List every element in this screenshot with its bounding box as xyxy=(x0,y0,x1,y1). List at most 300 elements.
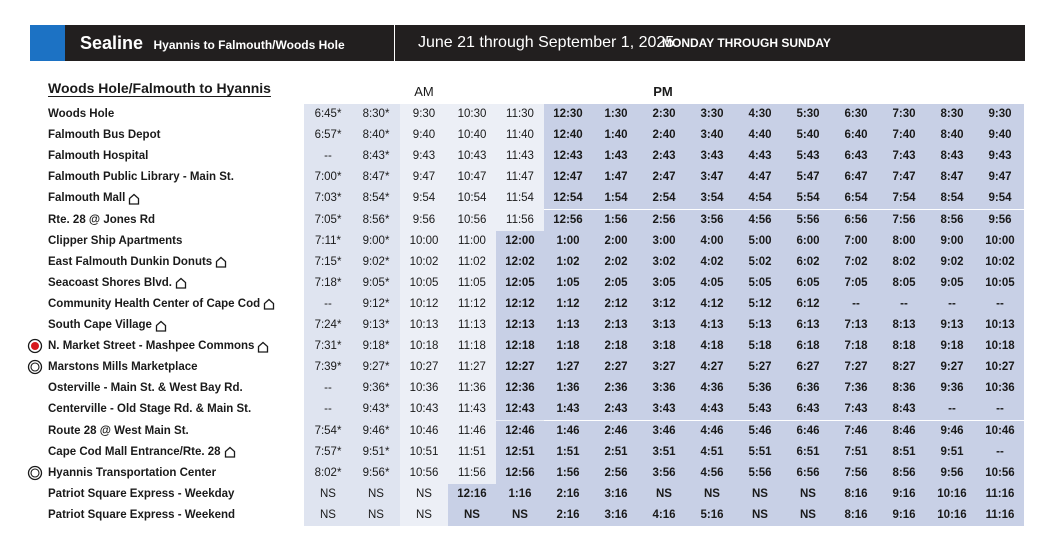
time-cell: 9:02 xyxy=(928,252,976,273)
stop-row xyxy=(0,104,1055,125)
time-cell: 10:36 xyxy=(976,378,1024,399)
time-cell: 3:46 xyxy=(640,421,688,442)
stop-row xyxy=(0,442,1055,463)
time-cell: 6:56 xyxy=(784,463,832,484)
time-cell: -- xyxy=(880,294,928,315)
time-cell: 7:18 xyxy=(832,336,880,357)
time-cell: 6:30 xyxy=(832,104,880,125)
time-cell: 7:43 xyxy=(832,399,880,420)
time-cell: 9:51* xyxy=(362,445,390,458)
stop-name xyxy=(48,104,114,125)
time-cell: 2:16 xyxy=(544,484,592,505)
time-cell: 9:18* xyxy=(362,340,390,353)
time-cell: 12:30 xyxy=(544,104,592,125)
time-cell: 9:46 xyxy=(928,421,976,442)
time-cell: 7:24* xyxy=(314,319,342,331)
stop-name-text: Clipper Ship Apartments xyxy=(48,234,183,247)
time-cell: 9:56 xyxy=(976,210,1024,231)
stop-row xyxy=(0,146,1055,167)
time-cell: 9:47 xyxy=(412,171,436,184)
time-cell: 3:40 xyxy=(688,125,736,146)
time-cell: 1:46 xyxy=(544,421,592,442)
time-cell: 4:12 xyxy=(688,294,736,315)
time-cell: 6:40 xyxy=(832,125,880,146)
stop-row xyxy=(0,273,1055,294)
time-cell: 9:47 xyxy=(976,167,1024,188)
stop-name xyxy=(48,421,189,442)
time-cell: 9:56 xyxy=(928,463,976,484)
time-cell: 12:18 xyxy=(496,336,544,357)
time-cell: 10:16 xyxy=(928,484,976,505)
stop-name-text: N. Market Street - Mashpee Commons xyxy=(48,340,255,353)
time-cell: 5:51 xyxy=(736,442,784,463)
time-cell: NS xyxy=(416,508,432,521)
time-cell: 10:47 xyxy=(457,171,487,184)
stop-row xyxy=(0,378,1055,399)
time-cell: 10:27 xyxy=(976,357,1024,378)
stop-name-text: Patriot Square Express - Weekday xyxy=(48,487,235,500)
stop-name-text: Falmouth Public Library - Main St. xyxy=(48,171,234,184)
stop-row xyxy=(0,294,1055,315)
time-cell: 11:43 xyxy=(458,403,486,416)
shelter-icon xyxy=(215,256,227,268)
time-cell: NS xyxy=(496,505,544,526)
pm-label: PM xyxy=(653,84,673,99)
time-cell: 1:56 xyxy=(592,210,640,231)
shelter-icon xyxy=(257,341,269,353)
time-cell: 11:16 xyxy=(976,505,1024,526)
time-cell: 9:02* xyxy=(362,255,390,268)
time-cell: 9:27* xyxy=(362,361,390,374)
time-cell: NS xyxy=(416,487,432,500)
time-cell: 12:47 xyxy=(544,167,592,188)
header-divider xyxy=(394,25,395,61)
time-cell: 10:46 xyxy=(409,424,439,437)
time-cell: 4:56 xyxy=(736,210,784,231)
time-cell: 6:47 xyxy=(832,167,880,188)
time-cell: -- xyxy=(976,442,1024,463)
time-cell: 2:00 xyxy=(592,231,640,252)
time-cell: 1:36 xyxy=(544,378,592,399)
time-cell: 4:51 xyxy=(688,442,736,463)
time-cell: 8:56* xyxy=(362,213,390,226)
time-cell: 9:54 xyxy=(976,188,1024,209)
time-cell: 12:46 xyxy=(496,421,544,442)
time-cell: 1:13 xyxy=(544,315,592,336)
time-cell: 9:56* xyxy=(362,466,390,479)
time-cell: 7:39* xyxy=(314,361,342,374)
time-cell: 8:18 xyxy=(880,336,928,357)
time-cell: 1:05 xyxy=(544,273,592,294)
time-cell: 2:47 xyxy=(640,167,688,188)
time-cell: 5:40 xyxy=(784,125,832,146)
time-cell: NS xyxy=(736,484,784,505)
time-cell: 5:02 xyxy=(736,252,784,273)
time-cell: -- xyxy=(324,382,332,395)
stop-row xyxy=(0,188,1055,209)
time-cell: 2:43 xyxy=(640,146,688,167)
time-cell: 2:27 xyxy=(592,357,640,378)
time-cell: 11:51 xyxy=(458,445,486,458)
stop-row xyxy=(0,484,1055,505)
time-cell: 11:18 xyxy=(458,340,486,353)
stop-row xyxy=(0,336,1055,357)
time-cell: NS xyxy=(448,505,496,526)
time-cell: 12:43 xyxy=(544,146,592,167)
time-cell: 4:27 xyxy=(688,357,736,378)
stop-name xyxy=(48,146,148,167)
time-cell: 4:02 xyxy=(688,252,736,273)
time-cell: 4:13 xyxy=(688,315,736,336)
time-cell: 7:54* xyxy=(314,424,342,437)
time-cell: NS xyxy=(368,508,384,521)
stop-name xyxy=(48,442,236,463)
time-cell: 3:27 xyxy=(640,357,688,378)
time-cell: 12:40 xyxy=(544,125,592,146)
time-cell: NS xyxy=(640,484,688,505)
stop-row xyxy=(0,315,1055,336)
time-cell: 1:27 xyxy=(544,357,592,378)
time-cell: 3:43 xyxy=(640,399,688,420)
time-cell: 2:13 xyxy=(592,315,640,336)
time-cell: 5:13 xyxy=(736,315,784,336)
time-cell: 7:18* xyxy=(314,276,342,289)
time-cell: -- xyxy=(324,403,332,416)
time-cell: 2:51 xyxy=(592,442,640,463)
stop-name-text: East Falmouth Dunkin Donuts xyxy=(48,255,213,268)
time-cell: 2:36 xyxy=(592,378,640,399)
stop-name-text: Cape Cod Mall Entrance/Rte. 28 xyxy=(48,445,221,458)
time-cell: 1:40 xyxy=(592,125,640,146)
time-cell: 2:54 xyxy=(640,188,688,209)
time-cell: 3:16 xyxy=(592,505,640,526)
route-header xyxy=(30,25,1025,61)
stop-name xyxy=(48,273,187,294)
time-cell: 3:13 xyxy=(640,315,688,336)
time-cell: 10:36 xyxy=(409,382,439,395)
stop-name xyxy=(48,210,155,231)
time-cell: 4:40 xyxy=(736,125,784,146)
stop-row xyxy=(0,463,1055,484)
time-cell: 8:36 xyxy=(880,378,928,399)
time-cell: 8:02* xyxy=(314,466,342,479)
time-cell: 1:18 xyxy=(544,336,592,357)
stop-row xyxy=(0,399,1055,420)
time-cell: 8:30* xyxy=(362,108,390,120)
time-cell: 8:51 xyxy=(880,442,928,463)
time-cell: 9:30 xyxy=(412,108,436,120)
time-cell: 7:15* xyxy=(314,255,342,268)
time-cell: 5:18 xyxy=(736,336,784,357)
time-cell: 7:05 xyxy=(832,273,880,294)
time-cell: 10:18 xyxy=(976,336,1024,357)
time-cell: 6:18 xyxy=(784,336,832,357)
time-cell: 5:30 xyxy=(784,104,832,125)
stop-name-text: Falmouth Hospital xyxy=(48,150,149,163)
time-cell: 12:36 xyxy=(496,378,544,399)
time-cell: 8:16 xyxy=(832,505,880,526)
stop-name-text: Rte. 28 @ Jones Rd xyxy=(48,213,156,226)
time-cell: 5:36 xyxy=(736,378,784,399)
time-cell: 2:16 xyxy=(544,505,592,526)
time-cell: 3:36 xyxy=(640,378,688,399)
time-cell: 10:12 xyxy=(409,297,439,310)
transfer-point-red-icon xyxy=(27,338,43,354)
time-cell: 8:30 xyxy=(928,104,976,125)
time-cell: 3:43 xyxy=(688,146,736,167)
time-cell: 7:00* xyxy=(314,171,342,184)
time-cell: 8:16 xyxy=(832,484,880,505)
time-cell: 5:00 xyxy=(736,231,784,252)
time-cell: 3:18 xyxy=(640,336,688,357)
time-cell: 6:12 xyxy=(784,294,832,315)
time-cell: 11:56 xyxy=(458,466,486,479)
time-cell: 1:47 xyxy=(592,167,640,188)
time-cell: 3:00 xyxy=(640,231,688,252)
transfer-point-ring-icon xyxy=(27,465,43,481)
time-cell: 9:40 xyxy=(976,125,1024,146)
stop-row xyxy=(0,505,1055,526)
stop-name xyxy=(48,252,227,273)
time-cell: 6:36 xyxy=(784,378,832,399)
stop-row xyxy=(0,252,1055,273)
time-cell: 9:43* xyxy=(362,403,390,416)
stop-name-text: Falmouth Mall xyxy=(48,192,126,205)
stop-name xyxy=(48,378,243,399)
time-cell: 9:36* xyxy=(362,382,390,395)
time-cell: 11:30 xyxy=(506,108,534,120)
time-cell: 5:46 xyxy=(736,421,784,442)
time-cell: 9:13 xyxy=(928,315,976,336)
time-cell: 6:27 xyxy=(784,357,832,378)
time-cell: 11:12 xyxy=(458,297,486,310)
time-cell: 10:56 xyxy=(457,213,487,226)
time-cell: 11:00 xyxy=(458,234,486,247)
time-cell: 4:00 xyxy=(688,231,736,252)
stop-name xyxy=(48,484,234,505)
time-cell: 7:51 xyxy=(832,442,880,463)
stop-name-text: Community Health Center of Cape Cod xyxy=(48,297,261,310)
stop-row xyxy=(0,421,1055,442)
route-name: Sealine xyxy=(80,33,144,53)
time-cell: 11:47 xyxy=(506,171,534,184)
time-cell: 4:47 xyxy=(736,167,784,188)
time-cell: 12:56 xyxy=(544,210,592,231)
stop-row xyxy=(0,357,1055,378)
time-cell: 6:43 xyxy=(832,146,880,167)
time-cell: 3:16 xyxy=(592,484,640,505)
stop-name xyxy=(48,399,251,420)
time-cell: 7:56 xyxy=(832,463,880,484)
time-cell: 2:40 xyxy=(640,125,688,146)
time-cell: 9:56 xyxy=(412,213,436,226)
time-cell: 8:40* xyxy=(362,129,390,142)
stop-name-text: South Cape Village xyxy=(48,319,152,331)
time-cell: 9:46* xyxy=(362,424,390,437)
time-cell: 11:40 xyxy=(506,129,534,142)
shelter-icon xyxy=(224,446,236,458)
time-cell: 7:40 xyxy=(880,125,928,146)
time-cell: 7:47 xyxy=(880,167,928,188)
time-cell: 12:43 xyxy=(496,399,544,420)
time-cell: 11:56 xyxy=(506,213,534,226)
time-cell: 12:54 xyxy=(544,188,592,209)
time-cell: 4:56 xyxy=(688,463,736,484)
time-cell: 3:54 xyxy=(688,188,736,209)
time-cell: 12:16 xyxy=(448,484,496,505)
stop-name-text: Marstons Mills Marketplace xyxy=(48,361,198,374)
time-cell: 7:13 xyxy=(832,315,880,336)
time-cell: NS xyxy=(784,484,832,505)
time-cell: 10:02 xyxy=(976,252,1024,273)
stop-name-text: Hyannis Transportation Center xyxy=(48,466,217,479)
time-cell: 3:56 xyxy=(688,210,736,231)
time-cell: 10:13 xyxy=(409,319,439,331)
time-cell: -- xyxy=(324,150,332,163)
time-cell: 1:43 xyxy=(592,146,640,167)
time-cell: 7:46 xyxy=(832,421,880,442)
time-cell: 7:03* xyxy=(314,192,342,205)
time-cell: 4:05 xyxy=(688,273,736,294)
time-cell: 7:05* xyxy=(314,213,342,226)
shelter-icon xyxy=(175,277,187,289)
time-cell: 7:30 xyxy=(880,104,928,125)
stop-name xyxy=(48,357,198,378)
time-cell: 4:54 xyxy=(736,188,784,209)
time-cell: 10:46 xyxy=(976,421,1024,442)
time-cell: 9:36 xyxy=(928,378,976,399)
time-cell: 1:12 xyxy=(544,294,592,315)
time-cell: 8:47 xyxy=(928,167,976,188)
stop-name xyxy=(48,188,140,209)
time-cell: 11:46 xyxy=(458,424,486,437)
time-cell: 10:27 xyxy=(409,361,439,374)
time-cell: 10:43 xyxy=(457,150,487,163)
time-cell: 5:05 xyxy=(736,273,784,294)
stop-name-text: Patriot Square Express - Weekend xyxy=(48,508,236,521)
time-cell: 9:00 xyxy=(928,231,976,252)
time-cell: 4:16 xyxy=(640,505,688,526)
time-cell: 2:56 xyxy=(640,210,688,231)
time-cell: 7:27 xyxy=(832,357,880,378)
time-cell: 8:56 xyxy=(880,463,928,484)
time-cell: 11:16 xyxy=(976,484,1024,505)
time-cell: 4:43 xyxy=(736,146,784,167)
direction-title: Woods Hole/Falmouth to Hyannis xyxy=(48,80,271,96)
time-cell: 12:02 xyxy=(496,252,544,273)
time-cell: 8:54* xyxy=(362,192,390,205)
time-cell: 6:54 xyxy=(832,188,880,209)
time-cell: 9:30 xyxy=(976,104,1024,125)
time-cell: 4:36 xyxy=(688,378,736,399)
time-cell: 8:47* xyxy=(362,171,390,184)
time-cell: NS xyxy=(320,508,336,521)
time-cell: 5:27 xyxy=(736,357,784,378)
time-cell: 12:00 xyxy=(496,231,544,252)
time-cell: 10:56 xyxy=(976,463,1024,484)
time-cell: 7:00 xyxy=(832,231,880,252)
time-cell: 8:02 xyxy=(880,252,928,273)
time-cell: 9:27 xyxy=(928,357,976,378)
time-cell: 7:56 xyxy=(880,210,928,231)
time-cell: -- xyxy=(976,399,1024,420)
time-cell: 6:57* xyxy=(314,129,342,142)
time-cell: 8:00 xyxy=(880,231,928,252)
time-cell: 8:43 xyxy=(928,146,976,167)
transfer-point-ring-icon xyxy=(27,359,43,375)
time-cell: 10:30 xyxy=(457,108,487,120)
time-cell: 9:05 xyxy=(928,273,976,294)
time-cell: 12:27 xyxy=(496,357,544,378)
time-cell: -- xyxy=(324,297,332,310)
time-cell: 2:43 xyxy=(592,399,640,420)
time-cell: 9:18 xyxy=(928,336,976,357)
time-cell: 2:02 xyxy=(592,252,640,273)
time-cell: 2:30 xyxy=(640,104,688,125)
time-cell: 8:40 xyxy=(928,125,976,146)
time-cell: 3:47 xyxy=(688,167,736,188)
time-cell: 10:43 xyxy=(409,403,439,416)
time-cell: 8:46 xyxy=(880,421,928,442)
time-cell: 11:02 xyxy=(458,255,486,268)
stop-name xyxy=(48,125,160,146)
time-cell: 5:54 xyxy=(784,188,832,209)
stop-name-text: Osterville - Main St. & West Bay Rd. xyxy=(48,382,243,395)
time-cell: 5:43 xyxy=(784,146,832,167)
time-cell: 12:05 xyxy=(496,273,544,294)
stop-row xyxy=(0,231,1055,252)
stop-name xyxy=(48,167,234,188)
time-cell: 6:45* xyxy=(314,108,342,120)
time-cell: 3:30 xyxy=(688,104,736,125)
time-cell: 9:00* xyxy=(362,234,390,247)
time-cell: 3:02 xyxy=(640,252,688,273)
time-cell: 9:16 xyxy=(880,484,928,505)
time-cell: 6:46 xyxy=(784,421,832,442)
stop-name-text: Route 28 @ West Main St. xyxy=(48,424,189,437)
time-cell: 11:54 xyxy=(506,192,534,205)
time-cell: 1:51 xyxy=(544,442,592,463)
time-cell: 4:18 xyxy=(688,336,736,357)
time-cell: 10:05 xyxy=(409,276,439,289)
time-cell: NS xyxy=(736,505,784,526)
stop-name xyxy=(48,336,269,357)
time-cell: 8:13 xyxy=(880,315,928,336)
stop-name-text: Woods Hole xyxy=(48,108,115,120)
time-cell: 4:30 xyxy=(736,104,784,125)
time-cell: 8:43* xyxy=(362,150,390,163)
time-cell: 9:13* xyxy=(362,319,390,331)
time-cell: 3:51 xyxy=(640,442,688,463)
time-cell: 7:36 xyxy=(832,378,880,399)
time-cell: 10:13 xyxy=(976,315,1024,336)
time-cell: 3:56 xyxy=(640,463,688,484)
time-cell: 1:00 xyxy=(544,231,592,252)
time-cell: 10:00 xyxy=(976,231,1024,252)
time-cell: NS xyxy=(688,484,736,505)
time-cell: 7:43 xyxy=(880,146,928,167)
time-cell: 5:43 xyxy=(736,399,784,420)
time-cell: 12:12 xyxy=(496,294,544,315)
time-cell: 1:16 xyxy=(496,484,544,505)
time-cell: 2:18 xyxy=(592,336,640,357)
time-cell: 9:16 xyxy=(880,505,928,526)
time-cell: -- xyxy=(832,294,880,315)
time-cell: 1:43 xyxy=(544,399,592,420)
time-cell: 1:02 xyxy=(544,252,592,273)
stop-name xyxy=(48,505,235,526)
time-cell: -- xyxy=(928,294,976,315)
